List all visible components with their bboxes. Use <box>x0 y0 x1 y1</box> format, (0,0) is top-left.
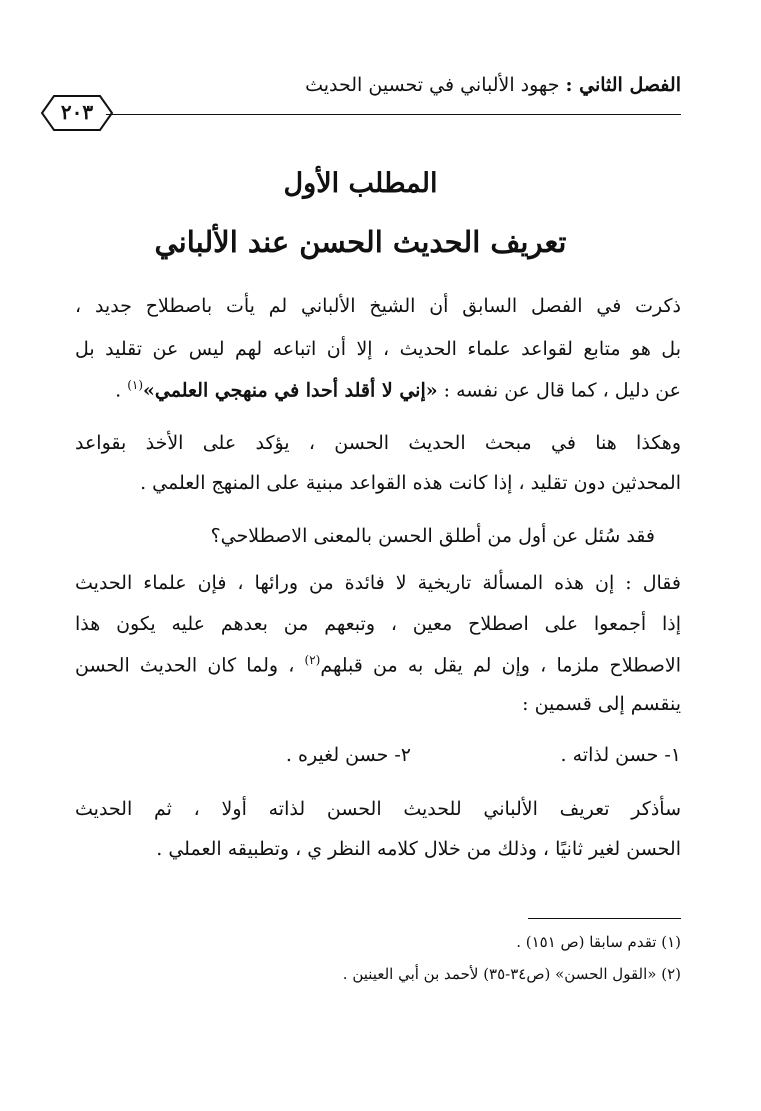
paragraph-1-line-3-end: . <box>115 379 128 402</box>
paragraph-1-line-3-text: عن دليل ، كما قال عن نفسه : <box>437 379 681 402</box>
chapter-label: الفصل الثاني : <box>565 74 681 96</box>
paragraph-4-line-3-text-b: ، ولما كان الحديث الحسن <box>75 654 305 677</box>
paragraph-4-line-1: فقال : إن هذه المسألة تاريخية لا فائدة من ورائها ، فإن علماء الحديث <box>75 572 681 594</box>
quote: «إني لا أقلد أحدا في منهجي العلمي» <box>143 379 438 402</box>
paragraph-5-line-1: سأذكر تعريف الألباني للحديث الحسن لذاته أولا ، ثم الحديث <box>75 798 681 820</box>
section-title: المطلب الأول <box>283 168 438 199</box>
page-number-badge <box>40 94 114 132</box>
paragraph-4-line-4: ينقسم إلى قسمين : <box>522 693 681 715</box>
footnote-ref-1[interactable]: (١) <box>127 378 144 392</box>
footnote-rule <box>528 918 681 919</box>
footnote-2: (٢) «القول الحسن» (ص٣٤-٣٥) لأحمد بن أبي العينين . <box>342 965 681 983</box>
list-item-2: ٢- حسن لغيره . <box>285 744 411 766</box>
section-subtitle: تعريف الحديث الحسن عند الألباني <box>154 225 567 259</box>
paragraph-1-line-3 <box>75 378 681 401</box>
page-number: ٢٠٣ <box>60 100 94 124</box>
paragraph-2-line-1: وهكذا هنا في مبحث الحديث الحسن ، يؤكد على الأخذ بقواعد <box>75 432 681 454</box>
paragraph-4-line-2: إذا أجمعوا على اصطلاح معين ، وتبعهم من بعدهم عليه يكون هذا <box>75 613 681 635</box>
paragraph-5-line-2: الحسن لغير ثانيًا ، وذلك من خلال كلامه النظر ي ، وتطبيقه العملي . <box>156 838 681 860</box>
paragraph-4-line-3-text-a: الاصطلاح ملزما ، وإن لم يقل به من قبلهم <box>320 654 681 677</box>
list-item-1: ١- حسن لذاته . <box>560 744 681 766</box>
footnote-1: (١) تقدم سابقا (ص ١٥١) . <box>516 933 681 951</box>
header-rule <box>106 114 681 115</box>
paragraph-4-line-3 <box>75 653 681 676</box>
paragraph-3-line-1: فقد سُئل عن أول من أطلق الحسن بالمعنى الاصطلاحي؟ <box>210 525 655 547</box>
running-head <box>305 74 681 96</box>
footnote-ref-2[interactable]: (٢) <box>304 653 321 667</box>
paragraph-1-line-1: ذكرت في الفصل السابق أن الشيخ الألباني لم يأت باصطلاح جديد ، <box>75 295 681 317</box>
page-header <box>40 70 681 140</box>
paragraph-1-line-2: بل هو متابع لقواعد علماء الحديث ، إلا أن اتباعه لهم ليس عن تقليد بل <box>75 338 681 360</box>
paragraph-2-line-2: المحدثين دون تقليد ، إذا كانت هذه القواعد مبنية على المنهج العلمي . <box>140 472 681 494</box>
chapter-title: جهود الألباني في تحسين الحديث <box>305 74 566 96</box>
